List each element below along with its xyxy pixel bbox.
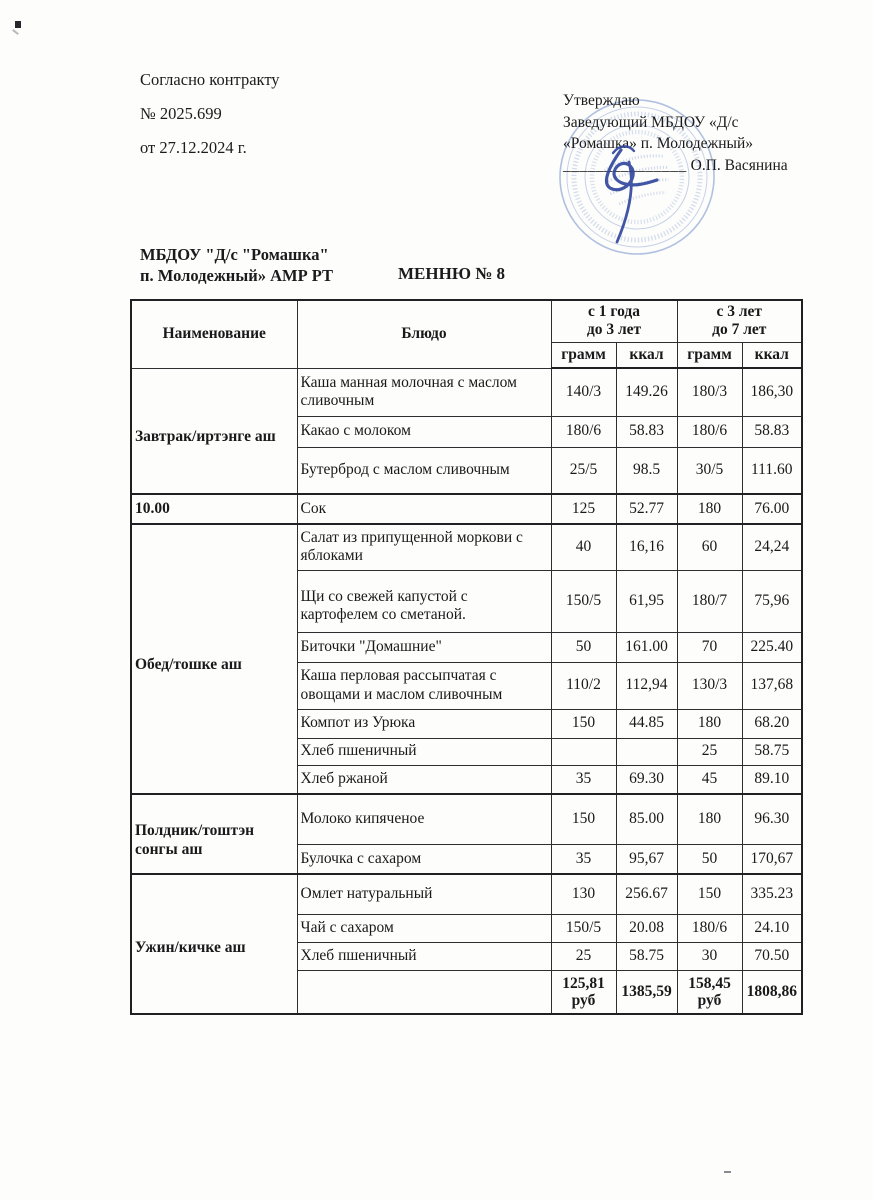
group-label-lunch: Обед/тошке аш [131, 524, 297, 794]
kcal1-cell: 112,94 [616, 662, 677, 709]
col-header-gram-2: грамм [677, 342, 742, 368]
gram1-cell: 50 [551, 632, 616, 662]
kcal2-cell: 76.00 [742, 494, 802, 524]
kcal2-cell: 137,68 [742, 662, 802, 709]
kcal1-cell: 20.08 [616, 914, 677, 942]
kcal1-cell: 44.85 [616, 709, 677, 738]
scan-speck-artifact [15, 21, 21, 28]
organization-line-1: МБДОУ "Д/с "Ромашка" [140, 245, 329, 264]
gram1-cell: 35 [551, 844, 616, 874]
kcal1-cell: 58.75 [616, 942, 677, 970]
gram2-cell: 30/5 [677, 447, 742, 494]
kcal1-cell: 149.26 [616, 368, 677, 416]
age2-line2: до 7 лет [712, 321, 767, 339]
dish-cell: Хлеб ржаной [297, 765, 551, 794]
kcal2-cell: 170,67 [742, 844, 802, 874]
kcal1-cell: 98.5 [616, 447, 677, 494]
kcal2-cell: 335.23 [742, 874, 802, 914]
dish-cell: Чай с сахаром [297, 914, 551, 942]
kcal1-cell: 58.83 [616, 416, 677, 447]
gram1-cell: 140/3 [551, 368, 616, 416]
kcal1-cell: 16,16 [616, 524, 677, 570]
gram2-cell: 180 [677, 709, 742, 738]
gram1-cell-empty [551, 738, 616, 765]
dish-cell: Каша манная молочная с маслом сливочным [297, 368, 551, 416]
kcal2-cell: 225.40 [742, 632, 802, 662]
contract-number: № 2025.699 [140, 104, 222, 123]
dish-cell: Салат из припущенной моркови с яблоками [297, 524, 551, 570]
col-header-kcal-2: ккал [742, 342, 802, 368]
total-cost-2-unit: руб [697, 991, 722, 1009]
gram2-cell: 60 [677, 524, 742, 570]
contract-line-1: Согласно контракту [140, 70, 280, 89]
kcal1-cell: 256.67 [616, 874, 677, 914]
col-header-name: Наименование [131, 300, 297, 368]
kcal2-cell: 75,96 [742, 570, 802, 632]
group-label-snack: Полдник/тоштэн сонгы аш [131, 794, 297, 874]
dish-cell: Бутерброд с маслом сливочным [297, 447, 551, 494]
col-header-kcal-1: ккал [616, 342, 677, 368]
signatory-name: О.П. Васянина [690, 156, 788, 174]
gram1-cell: 110/2 [551, 662, 616, 709]
kcal2-cell: 24.10 [742, 914, 802, 942]
total-cost-1 [551, 970, 616, 1014]
contract-date: от 27.12.2024 г. [140, 138, 247, 157]
kcal1-cell: 161.00 [616, 632, 677, 662]
table-row [131, 368, 802, 416]
gram1-cell: 150 [551, 794, 616, 844]
kcal2-cell: 58.75 [742, 738, 802, 765]
gram1-cell: 125 [551, 494, 616, 524]
gram2-cell: 180 [677, 494, 742, 524]
organization-line-2: п. Молодежный» АМР РТ [140, 266, 334, 285]
approval-org: «Ромашка» п. Молодежный» [563, 135, 754, 152]
col-header-dish: Блюдо [297, 300, 551, 368]
menu-table [130, 299, 803, 1015]
kcal2-cell: 89.10 [742, 765, 802, 794]
dish-cell: Булочка с сахаром [297, 844, 551, 874]
dish-cell: Сок [297, 494, 551, 524]
contract-block [140, 70, 280, 172]
scan-speck-artifact [12, 29, 19, 35]
dish-cell: Каша перловая рассыпчатая с овощами и маслом сливочным [297, 662, 551, 709]
kcal1-cell: 69.30 [616, 765, 677, 794]
totals-empty-dish-cell [297, 970, 551, 1014]
kcal1-cell: 85.00 [616, 794, 677, 844]
gram2-cell: 70 [677, 632, 742, 662]
kcal2-cell: 58.83 [742, 416, 802, 447]
gram1-cell: 130 [551, 874, 616, 914]
age1-line2: до 3 лет [586, 321, 642, 339]
handwritten-signature [577, 136, 689, 254]
organization-block [140, 244, 333, 286]
table-row [131, 874, 802, 914]
signature-line: _______________ [563, 156, 687, 174]
col-header-age1 [551, 300, 677, 342]
group-label-breakfast: Завтрак/иртэнге аш [131, 368, 297, 494]
kcal1-cell: 95,67 [616, 844, 677, 874]
gram1-cell: 150 [551, 709, 616, 738]
gram2-cell: 180 [677, 794, 742, 844]
total-cost-2-amount: 158,45 [688, 974, 731, 992]
gram2-cell: 25 [677, 738, 742, 765]
dish-cell: Щи со свежей капустой с картофелем со сметаной. [297, 570, 551, 632]
gram1-cell: 150/5 [551, 914, 616, 942]
kcal2-cell: 68.20 [742, 709, 802, 738]
dish-cell: Молоко кипяченое [297, 794, 551, 844]
table-row [131, 524, 802, 570]
gram2-cell: 180/6 [677, 914, 742, 942]
kcal2-cell: 186,30 [742, 368, 802, 416]
gram1-cell: 25 [551, 942, 616, 970]
gram1-cell: 35 [551, 765, 616, 794]
approval-word: Утверждаю [563, 92, 640, 109]
gram2-cell: 30 [677, 942, 742, 970]
gram2-cell: 50 [677, 844, 742, 874]
dish-cell: Хлеб пшеничный [297, 942, 551, 970]
total-cost-1-amount: 125,81 [562, 974, 605, 992]
kcal1-cell: 52.77 [616, 494, 677, 524]
gram2-cell: 130/3 [677, 662, 742, 709]
menu-title: МЕННЮ № 8 [398, 264, 506, 283]
table-row [131, 494, 802, 524]
table-row [131, 794, 802, 844]
dish-cell: Омлет натуральный [297, 874, 551, 914]
gram2-cell: 150 [677, 874, 742, 914]
dish-cell: Какао с молоком [297, 416, 551, 447]
dish-cell: Хлеб пшеничный [297, 738, 551, 765]
gram2-cell: 180/6 [677, 416, 742, 447]
total-cost-2 [677, 970, 742, 1014]
kcal2-cell: 24,24 [742, 524, 802, 570]
kcal2-cell: 70.50 [742, 942, 802, 970]
kcal1-cell-empty [616, 738, 677, 765]
age2-line1: с 3 лет [716, 302, 763, 320]
scan-dash-artifact [724, 1171, 731, 1173]
gram1-cell: 180/6 [551, 416, 616, 447]
col-header-gram-1: грамм [551, 342, 616, 368]
gram1-cell: 40 [551, 524, 616, 570]
age1-line1: с 1 года [588, 302, 640, 320]
gram2-cell: 45 [677, 765, 742, 794]
total-cost-1-unit: руб [571, 991, 596, 1009]
col-header-age2 [677, 300, 802, 342]
group-label-1000: 10.00 [131, 494, 297, 524]
dish-cell: Компот из Урюка [297, 709, 551, 738]
total-kcal-2: 1808,86 [742, 970, 802, 1014]
gram1-cell: 150/5 [551, 570, 616, 632]
approval-position: Заведующий МБДОУ «Д/с [563, 113, 739, 131]
gram2-cell: 180/7 [677, 570, 742, 632]
menu-table-wrapper [130, 299, 803, 1015]
gram2-cell: 180/3 [677, 368, 742, 416]
kcal2-cell: 96.30 [742, 794, 802, 844]
dish-cell: Биточки "Домашние" [297, 632, 551, 662]
gram1-cell: 25/5 [551, 447, 616, 494]
group-label-dinner: Ужин/кичке аш [131, 874, 297, 1014]
kcal1-cell: 61,95 [616, 570, 677, 632]
total-kcal-1: 1385,59 [616, 970, 677, 1014]
kcal2-cell: 111.60 [742, 447, 802, 494]
